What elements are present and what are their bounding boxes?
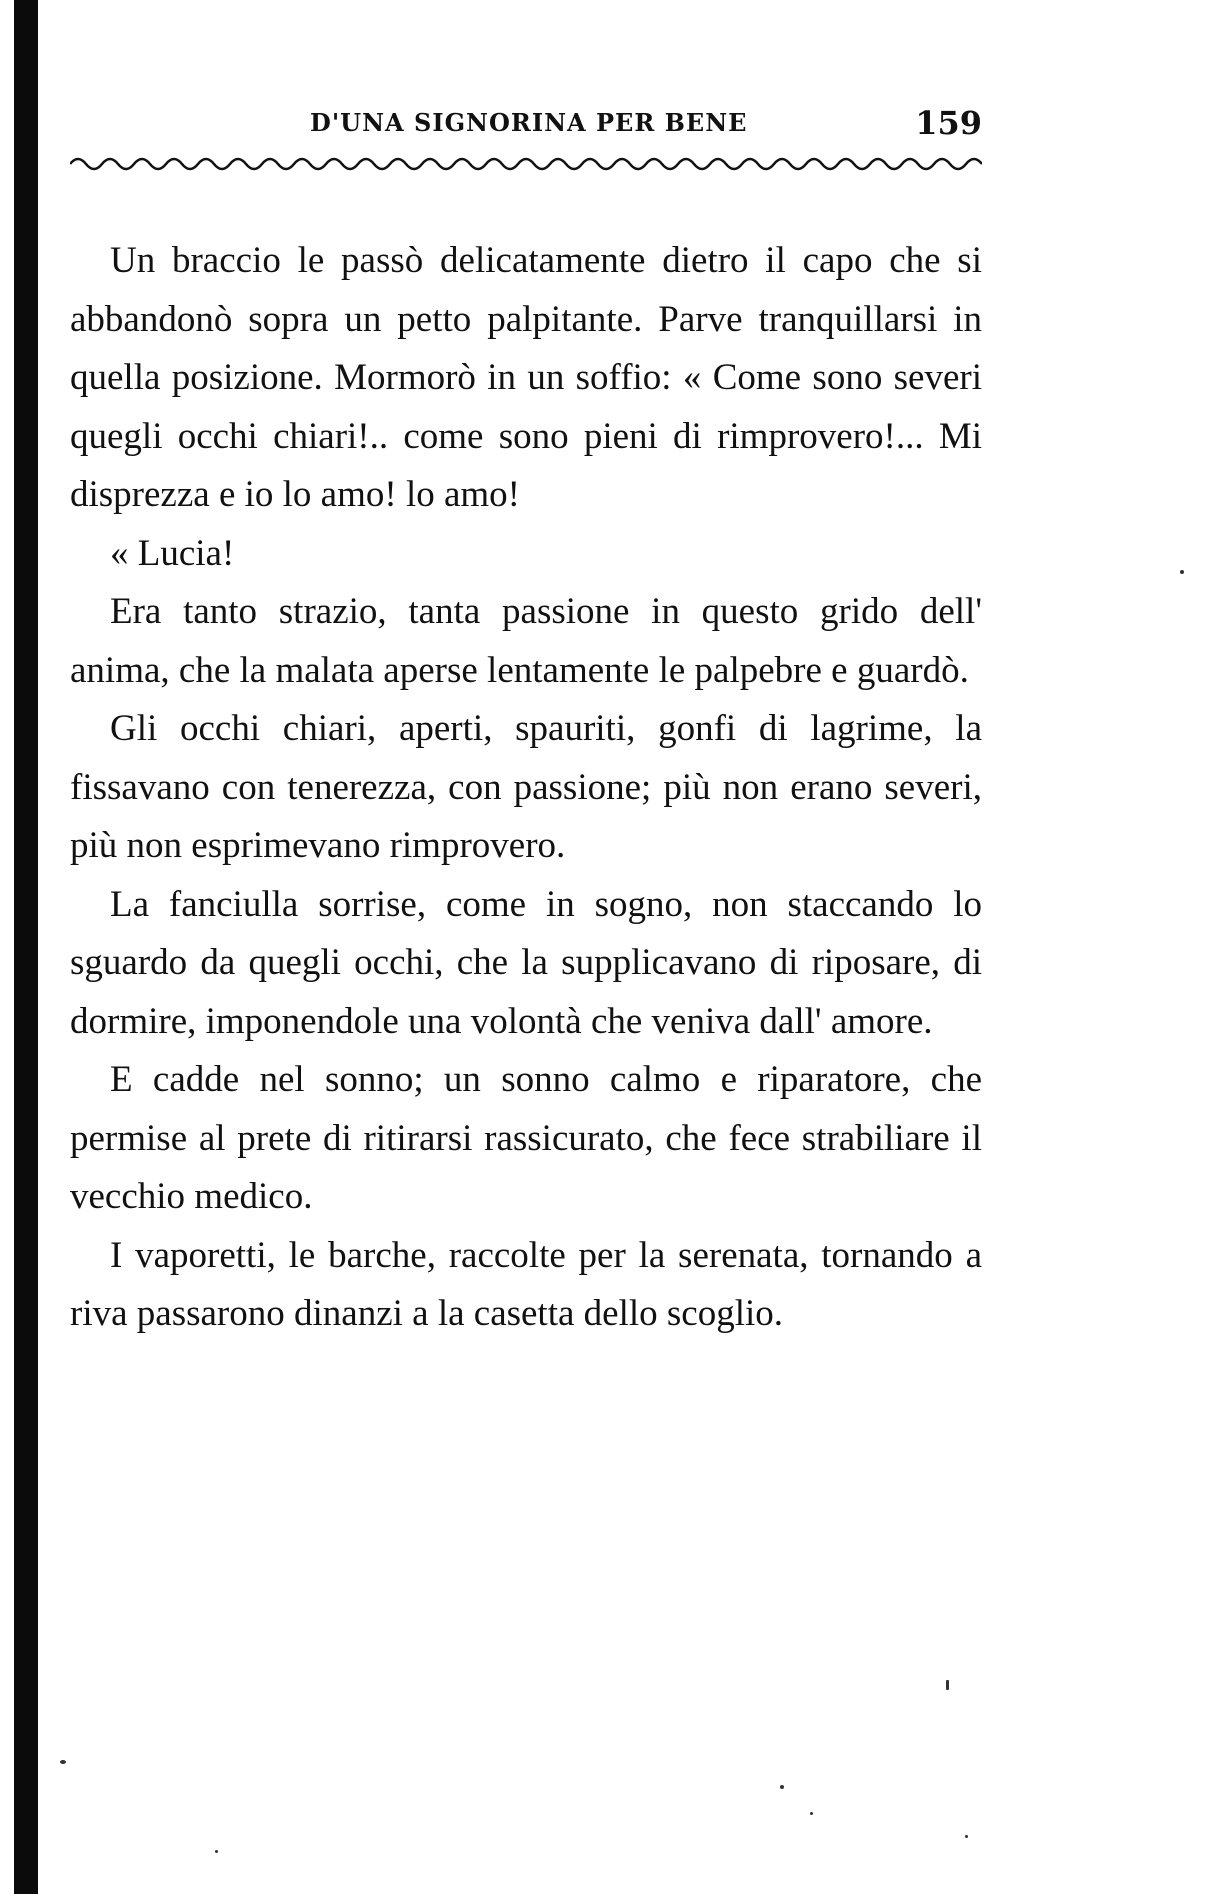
paragraph-3: Era tanto strazio, tanta passione in questo grido dell' anima, che la malata aperse lentamente le palpebre e guardò. (70, 591, 982, 691)
scan-speck (1180, 570, 1184, 574)
scan-speck (60, 1760, 66, 1764)
scan-speck (810, 1812, 813, 1815)
body-text (70, 232, 982, 1344)
scan-speck (946, 1680, 949, 1690)
scan-speck (780, 1785, 784, 1789)
paragraph-5: La fanciulla sorrise, come in sogno, non staccando lo sguardo da quegli occhi, che la supplicavano di riposare, di dormire, imponendole una volontà che veniva dall' amore. (70, 883, 982, 1042)
running-title: D'UNA SIGNORINA PER BENE (310, 108, 748, 137)
book-page (70, 0, 982, 1894)
page-number: 159 (915, 104, 982, 142)
scan-speck (965, 1835, 968, 1838)
scan-speck (215, 1850, 218, 1853)
paragraph-1: Un braccio le passò delicatamente dietro il capo che si abbandonò sopra un petto palpitante. Parve tranquillarsi in quella posizione. Mormorò in un soffio: « Come sono severi quegli occhi chiari!.. come sono pieni di rimprovero!... Mi disprezza e io lo amo! lo amo! (70, 240, 982, 515)
paragraph-2: « Lucia! (110, 532, 235, 574)
paragraph-4: Gli occhi chiari, aperti, spauriti, gonfi di lagrime, la fissavano con tenerezza, con passione; più non erano severi, più non esprimevano rimprovero. (70, 708, 982, 866)
wavy-rule-ornament (70, 150, 982, 172)
paragraph-6: E cadde nel sonno; un sonno calmo e riparatore, che permise al prete di ritirarsi rassicurato, che fece strabiliare il vecchio medico. (70, 1059, 982, 1217)
running-head (70, 100, 982, 140)
scan-binding-edge (14, 0, 38, 1894)
paragraph-7: I vaporetti, le barche, raccolte per la serenata, tornando a riva passarono dinanzi a la casetta dello scoglio. (70, 1234, 982, 1334)
